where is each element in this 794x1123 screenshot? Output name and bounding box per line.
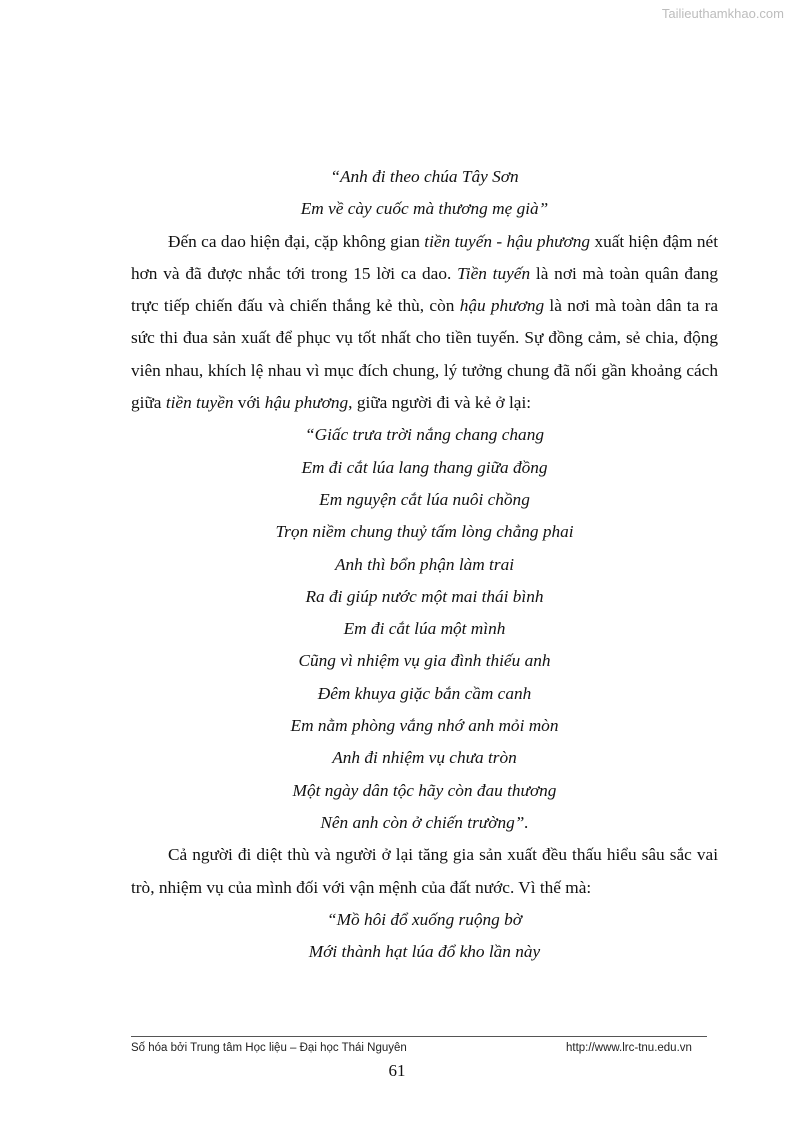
verse-line: Một ngày dân tộc hãy còn đau thương	[292, 780, 557, 800]
page-number: 61	[388, 1061, 406, 1080]
footer-source: Số hóa bởi Trung tâm Học liệu – Đại học Thái Nguyên	[131, 1042, 407, 1054]
verse-line: Em đi cắt lúa một mình	[343, 619, 506, 639]
verse-line: Cũng vì nhiệm vụ gia đình thiếu anh	[298, 651, 551, 671]
verse-line: Anh thì bổn phận làm trai	[334, 554, 515, 574]
verse-line: Nên anh còn ở chiến trường”.	[320, 812, 529, 832]
verse-line: Em về cày cuốc mà thương mẹ già”	[300, 199, 549, 219]
verse-block-2	[131, 419, 718, 839]
verse-line: Em nằm phòng vắng nhớ anh mỏi mòn	[290, 716, 559, 736]
verse-line: Em nguyện cắt lúa nuôi chồng	[319, 489, 530, 509]
watermark: Tailieuthamkhao.com	[661, 6, 784, 21]
verse-line: “Giấc trưa trời nắng chang chang	[305, 425, 544, 445]
verse-line: Anh đi nhiệm vụ chưa tròn	[332, 748, 517, 768]
footer-url: http://www.lrc-tnu.edu.vn	[566, 1042, 692, 1054]
verse-line: “Mồ hôi đổ xuống ruộng bờ	[327, 909, 522, 929]
page-content	[131, 161, 718, 968]
verse-line: Đêm khuya giặc bắn cầm canh	[317, 683, 532, 703]
paragraph-1: Đến ca dao hiện đại, cặp không gian tiền tuyến - hậu phương xuất hiện đậm nét hơn và đã được nhắc tới trong 15 lời ca dao. Tiền tuyến là nơi mà toàn quân đang trực tiếp chiến đấu và chiến thắng kẻ thù, còn hậu phương là nơi mà toàn dân ta ra sức thi đua sản xuất để phục vụ tốt nhất cho tiền tuyến. Sự đồng cảm, sẻ chia, động viên nhau, khích lệ nhau vì mục đích chung, lý tưởng chung đã nối gần khoảng cách giữa tiền tuyền với hậu phương, giữa người đi và kẻ ở lại:	[131, 231, 718, 413]
verse-line: “Anh đi theo chúa Tây Sơn	[330, 167, 519, 186]
verse-block-1	[131, 161, 718, 226]
verse-block-3	[131, 904, 718, 969]
paragraph-2: Cả người đi diệt thù và người ở lại tăng gia sản xuất đều thấu hiểu sâu sắc vai trò, nhiệm vụ của mình đối với vận mệnh của đất nước. Vì thế mà:	[131, 845, 718, 897]
verse-line: Em đi cắt lúa lang thang giữa đồng	[301, 457, 548, 477]
footer-divider	[131, 1036, 707, 1037]
verse-line: Mới thành hạt lúa đổ kho lần này	[308, 942, 541, 962]
verse-line: Trọn niềm chung thuỷ tấm lòng chẳng phai	[275, 522, 574, 542]
verse-line: Ra đi giúp nước một mai thái bình	[305, 586, 544, 606]
